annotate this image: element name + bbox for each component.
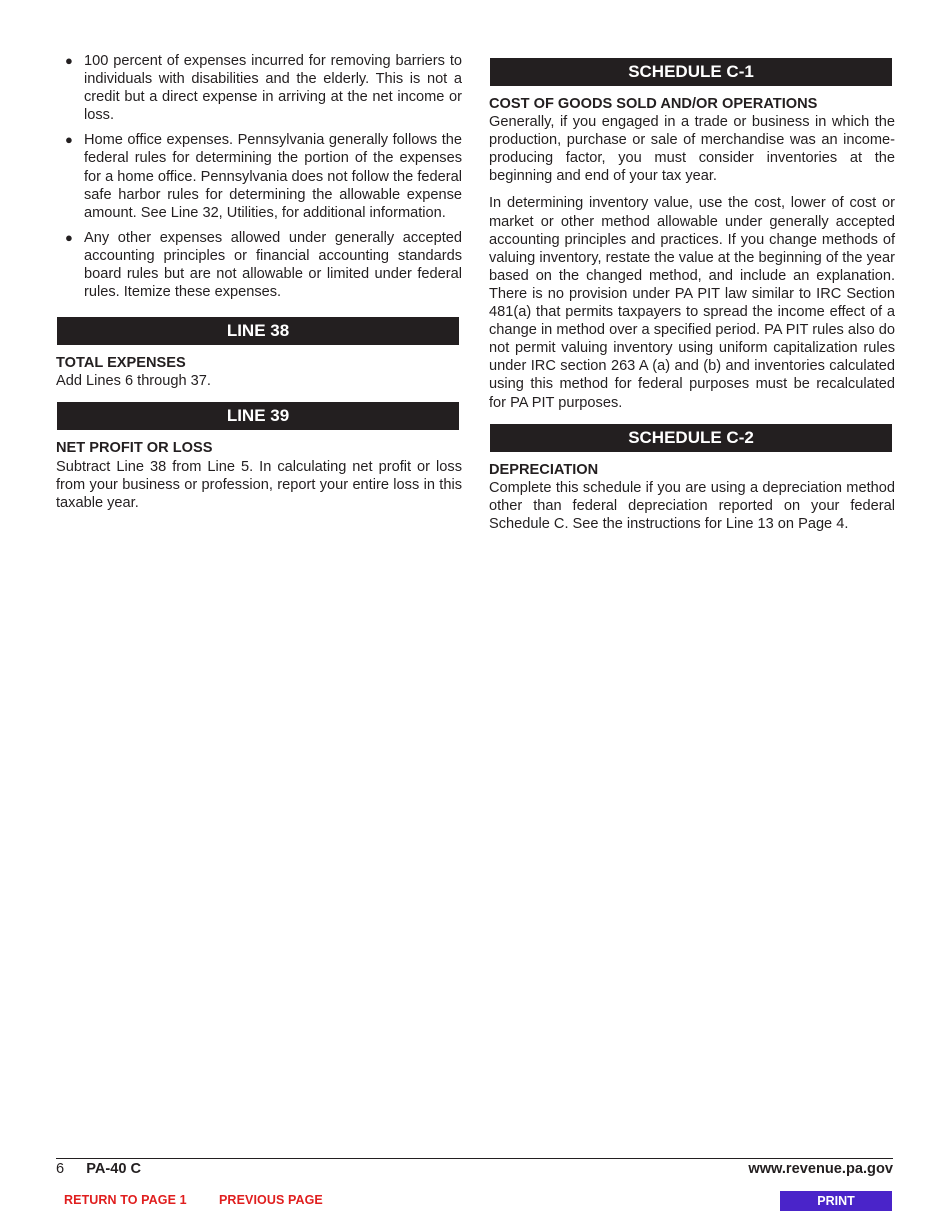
left-column — [56, 52, 462, 512]
page-number: 6 — [56, 1161, 65, 1177]
bullet-icon: ● — [65, 132, 73, 148]
footer-divider — [56, 1158, 893, 1159]
cogs-paragraph-1: Generally, if you engaged in a trade or business in which the production, purchase or sale of merchandise was an income-producing factor, you must consider inventories at the beginning and end of your tax year. — [489, 114, 895, 185]
cogs-paragraph-2: In determining inventory value, use the cost, lower of cost or market or other method allowable under generally accepted accounting principles and practices. If you change methods of valuing inventory, restate the value at the beginning of the year based on the changed method, and include an explanation. There is no provision under PA PIT law similar to IRC Section 481(a) that permits taxpayers to spread the income effect of a change in method over a specified period. PA PIT rules also do not permit valuing inventory using uniform capitalization rules under IRC section 263 A (a) and (b) and inventories calculated using this method for federal purposes must be recalculated for PA PIT purposes. — [489, 195, 895, 411]
schedule-c2-header-bar: SCHEDULE C-2 — [490, 424, 892, 452]
previous-page-link[interactable]: PREVIOUS PAGE — [219, 1193, 323, 1207]
total-expenses-text: Add Lines 6 through 37. — [56, 373, 211, 390]
bullet-icon: ● — [65, 53, 73, 68]
print-button[interactable]: PRINT — [780, 1191, 892, 1211]
line-38-header-bar: LINE 38 — [57, 317, 459, 345]
list-item — [56, 229, 462, 301]
list-item — [56, 52, 462, 124]
bullet-text: 100 percent of expenses incurred for removing barriers to individuals with disabilities and the elderly. This is not a credit but a direct expense in arriving at the net income or loss. — [84, 53, 462, 124]
right-column — [489, 52, 895, 533]
list-item — [56, 131, 462, 221]
cogs-heading: COST OF GOODS SOLD AND/OR OPERATIONS — [489, 96, 818, 112]
bullet-text: Any other expenses allowed under generally accepted accounting principles or financial accounting standards board rules but are not allowable or limited under federal rules. Itemize these expenses. — [84, 229, 462, 301]
return-to-page-1-link[interactable]: RETURN TO PAGE 1 — [64, 1193, 187, 1207]
footer-page-info — [56, 1161, 141, 1177]
expense-bullet-list — [56, 52, 462, 301]
bullet-icon: ● — [65, 229, 73, 245]
total-expenses-heading: TOTAL EXPENSES — [56, 355, 186, 372]
schedule-c1-header-bar: SCHEDULE C-1 — [490, 58, 892, 86]
depreciation-heading: DEPRECIATION — [489, 461, 599, 478]
depreciation-text: Complete this schedule if you are using a depreciation method other than federal depreciation reported on your federal Schedule C. See the instructions for Line 13 on Page 4. — [489, 479, 895, 532]
net-profit-text: Subtract Line 38 from Line 5. In calculating net profit or loss from your business or profession, report your entire loss in this taxable year. — [56, 458, 462, 511]
form-name: PA-40 C — [86, 1161, 142, 1177]
net-profit-heading: NET PROFIT OR LOSS — [56, 440, 213, 457]
website-url: www.revenue.pa.gov — [748, 1161, 893, 1177]
bullet-text: Home office expenses. Pennsylvania generally follows the federal rules for determining the portion of the expenses for a home office. Pennsylvania does not follow the federal safe harbor rules for determining the allowable expense amount. See Line 32, Utilities, for additional information. — [84, 132, 462, 221]
line-39-header-bar: LINE 39 — [57, 402, 459, 430]
